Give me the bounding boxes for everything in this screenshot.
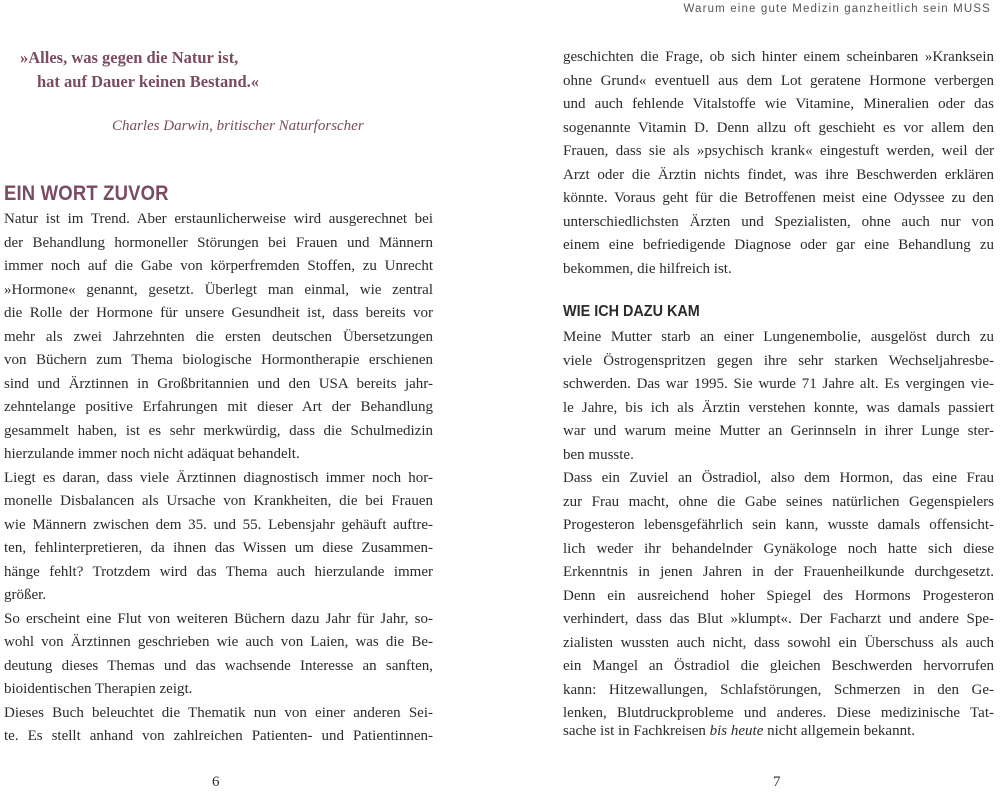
- epigraph-attribution: Charles Darwin, britischer Naturforscher: [112, 118, 364, 134]
- body-line: ten, fehlinterpretieren, da ihnen das Wissen um diese Zusammen-: [4, 540, 433, 556]
- body-line: sind und Ärztinnen in Großbritannien und den USA bereits jahr-: [4, 375, 433, 392]
- body-line: Meine Mutter starb an einer Lungenembolie, ausgelöst durch zu: [563, 329, 994, 345]
- body-line: lenken, Blutdruckprobleme und anderes. Diese medizinische Tat-: [563, 705, 994, 721]
- body-line: »Hormone« genannt, gesetzt. Überlegt man einmal, wie zentral: [4, 281, 433, 298]
- body-line: hänge fehlt? Trotzdem wird das Thema auch hierzulande immer: [4, 563, 433, 580]
- section-heading-ein-wort-zuvor: EIN WORT ZUVOR: [4, 182, 169, 205]
- body-line: der Behandlung hormoneller Störungen bei Frauen und Männern: [4, 234, 433, 251]
- body-line: Frauen, dass sie als »psychisch krank« eingestuft werden, weil der: [563, 143, 994, 159]
- body-line: sogenannte Vitamin D. Denn allzu oft geschieht es vor allem den: [563, 119, 994, 136]
- running-head: Warum eine gute Medizin ganzheitlich sein MUSS: [683, 3, 991, 15]
- body-line: die Rolle der Hormone für unsere Gesundheit ist, dass bereits vor: [4, 305, 433, 321]
- body-line: und auch fehlende Vitalstoffe wie Vitamine, Mineralien oder das: [563, 96, 994, 112]
- emphasis-bis-heute: bis heute: [709, 723, 764, 739]
- epigraph-quote: [20, 46, 420, 94]
- last-line-after: nicht allgemein bekannt.: [763, 723, 915, 739]
- body-line: geschichten die Frage, ob sich hinter einem scheinbaren »Kranksein: [563, 49, 994, 65]
- body-line: wie Männern zwischen dem 35. und 55. Lebensjahr gehäuft auftre-: [4, 516, 433, 533]
- body-line: von Büchern zum Thema biologische Hormontherapie erschienen: [4, 352, 433, 368]
- body-line: schwerden. Das war 1995. Sie wurde 71 Jahre alt. Es vergingen vie-: [563, 376, 994, 392]
- body-line: Natur ist im Trend. Aber erstaunlicherweise wird ausgerechnet bei: [4, 211, 433, 227]
- body-line: gesammelt haben, ist es sehr merkwürdig, dass die Schulmedizin: [4, 422, 433, 439]
- body-line: immer noch auf die Gabe von körperfremden Stoffen, zu Unrecht: [4, 258, 433, 274]
- body-line: Progesteron lebensgefährlich sein kann, wusste damals offensicht-: [563, 517, 994, 533]
- body-line: [563, 720, 915, 743]
- body-line: Denn ein ausreichend hoher Spiegel des Hormons Progesteron: [563, 587, 994, 604]
- epigraph-line-1: »Alles, was gegen die Natur ist,: [20, 48, 239, 67]
- page-number-right: 7: [773, 774, 781, 790]
- body-line: lich weder ihr behandelnder Gynäkologe noch hatte sich diese: [563, 540, 994, 557]
- body-line: verhindert, dass das Blut »klumpt«. Der Facharzt und andere Spe-: [563, 611, 994, 627]
- body-line: war und warum meine Mutter an Gerinnseln in ihrer Lunge ster-: [563, 423, 994, 439]
- body-line: hierzulande immer noch nicht adäquat behandelt.: [4, 446, 300, 462]
- section-heading-wie-ich-dazu-kam: WIE ICH DAZU KAM: [563, 303, 700, 320]
- body-line: Dass ein Zuviel an Östradiol, also dem Hormon, das eine Frau: [563, 470, 994, 486]
- body-line: zur Frau macht, ohne die Gabe seines natürlichen Gegenspielers: [563, 493, 994, 510]
- body-line: bekommen, die hilfreich ist.: [563, 260, 732, 277]
- body-line: mehr als zwei Jahrzehnten die ersten deutschen Übersetzungen: [4, 328, 433, 345]
- body-line: ein Mangel an Östradiol die gleichen Beschwerden hervorrufen: [563, 658, 994, 674]
- body-line: zialisten wussten auch nicht, dass sowohl ein Überschuss als auch: [563, 634, 994, 651]
- body-line: bioidentischen Therapien zeigt.: [4, 681, 193, 697]
- body-line: kann: Hitzewallungen, Schlafstörungen, Schmerzen in den Ge-: [563, 681, 994, 698]
- body-line: Liegt es daran, dass viele Ärztinnen diagnostisch immer noch hor-: [4, 469, 433, 486]
- body-line: unterschiedlichsten Ärzten und Spezialisten, ohne auch nur von: [563, 213, 994, 230]
- body-line: Dieses Buch beleuchtet die Thematik nun von einer anderen Sei-: [4, 704, 433, 721]
- body-line: monelle Disbalancen als Ursache von Krankheiten, die bei Frauen: [4, 493, 433, 509]
- body-line: wohl von Ärztinnen geschrieben wie auch von Laien, was die Be-: [4, 634, 433, 650]
- body-line: größer.: [4, 587, 47, 603]
- body-line: viele Östrogenspritzen gegen ihre sehr starken Wechseljahresbe-: [563, 352, 994, 369]
- body-line: Erkenntnis in jenen Jahren in der Frauenheilkunde durchgesetzt.: [563, 564, 994, 580]
- page-number-left: 6: [212, 774, 220, 790]
- epigraph-line-2: hat auf Dauer keinen Bestand.«: [37, 72, 260, 91]
- body-line: deutung dieses Themas und das wachsende Interesse an sanften,: [4, 657, 433, 674]
- body-line: ohne Grund« eventuell aus dem Lot geratene Hormone verbergen: [563, 72, 994, 89]
- body-line: einem eine befriedigende Diagnose oder gar eine Behandlung zu: [563, 237, 994, 253]
- body-line: So erscheint eine Flut von weiteren Büchern dazu Jahr für Jahr, so-: [4, 610, 433, 627]
- last-line-before: sache ist in Fachkreisen: [563, 723, 710, 739]
- body-line: ben musste.: [563, 446, 634, 463]
- body-line: zehntelange positive Erfahrungen mit dieser Art der Behandlung: [4, 399, 433, 415]
- body-line: le Jahre, bis ich als Ärztin verstehen konnte, was damals passiert: [563, 399, 994, 416]
- body-line: Arzt oder die Ärztin nichts findet, was ihre Beschwerden erklären: [563, 166, 994, 183]
- body-line: könnte. Voraus geht für die Betroffenen meist eine Odyssee zu den: [563, 190, 994, 206]
- body-line: te. Es stellt anhand von zahlreichen Patienten- und Patientinnen-: [4, 728, 433, 744]
